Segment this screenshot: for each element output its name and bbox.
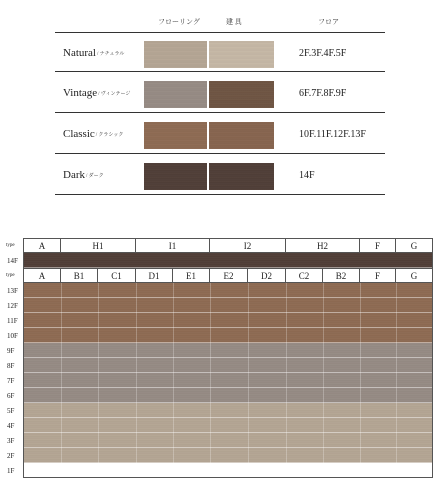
unit-divider xyxy=(396,388,397,403)
floor-finish-band xyxy=(23,343,432,358)
unit-divider xyxy=(360,298,361,313)
unit-divider xyxy=(396,283,397,298)
floor-label: 1F xyxy=(7,466,15,475)
unit-type-cell: D1 xyxy=(136,268,173,283)
floor-list: 14F xyxy=(299,169,315,181)
flooring-swatch xyxy=(144,81,207,108)
unit-divider xyxy=(173,418,174,433)
unit-type-cell: H2 xyxy=(286,238,360,253)
unit-divider xyxy=(61,388,62,403)
unit-divider xyxy=(98,373,99,388)
type-header-row-lower xyxy=(0,268,436,283)
unit-divider xyxy=(396,448,397,463)
floor-label: 13F xyxy=(7,286,18,295)
floor-row xyxy=(0,313,436,328)
floor-label: 9F xyxy=(7,346,15,355)
unit-divider xyxy=(136,403,137,418)
floor-finish-band xyxy=(23,253,432,268)
unit-divider xyxy=(173,343,174,358)
unit-divider xyxy=(173,463,174,478)
unit-divider xyxy=(210,328,211,343)
unit-type-cell: E2 xyxy=(210,268,248,283)
unit-divider xyxy=(61,283,62,298)
unit-divider xyxy=(173,283,174,298)
unit-divider xyxy=(323,343,324,358)
unit-type-cell: C1 xyxy=(98,268,136,283)
unit-divider xyxy=(61,448,62,463)
unit-divider xyxy=(210,448,211,463)
unit-divider xyxy=(136,463,137,478)
unit-divider xyxy=(210,343,211,358)
floor-row xyxy=(0,418,436,433)
unit-divider xyxy=(286,433,287,448)
floor-label: 12F xyxy=(7,301,18,310)
floor-label: 6F xyxy=(7,391,15,400)
unit-divider xyxy=(248,298,249,313)
unit-divider xyxy=(396,358,397,373)
unit-divider xyxy=(286,298,287,313)
unit-divider xyxy=(210,313,211,328)
unit-divider xyxy=(323,418,324,433)
unit-divider xyxy=(286,418,287,433)
unit-divider xyxy=(248,328,249,343)
unit-type-cell: I2 xyxy=(210,238,286,253)
unit-divider xyxy=(286,343,287,358)
unit-divider xyxy=(248,313,249,328)
floor-finish-band xyxy=(23,388,432,403)
unit-divider xyxy=(61,358,62,373)
floor-row xyxy=(0,283,436,298)
unit-divider xyxy=(396,343,397,358)
unit-divider xyxy=(210,463,211,478)
floor-finish-band xyxy=(23,448,432,463)
unit-divider xyxy=(323,373,324,388)
unit-divider xyxy=(173,358,174,373)
unit-divider xyxy=(286,388,287,403)
unit-divider xyxy=(98,418,99,433)
unit-divider xyxy=(323,328,324,343)
unit-divider xyxy=(286,373,287,388)
unit-divider xyxy=(396,433,397,448)
unit-divider xyxy=(98,448,99,463)
unit-divider xyxy=(323,298,324,313)
unit-divider xyxy=(323,403,324,418)
floor-label: 5F xyxy=(7,406,15,415)
unit-divider xyxy=(98,403,99,418)
unit-divider xyxy=(173,448,174,463)
unit-divider xyxy=(360,358,361,373)
unit-divider xyxy=(360,313,361,328)
unit-divider xyxy=(210,418,211,433)
finish-name: Classic / クラシック xyxy=(63,128,124,140)
floor-finish-band xyxy=(23,298,432,313)
flooring-swatch xyxy=(144,122,207,149)
unit-divider xyxy=(396,298,397,313)
unit-divider xyxy=(323,388,324,403)
unit-divider xyxy=(98,298,99,313)
unit-divider xyxy=(323,433,324,448)
floor-finish-band xyxy=(23,328,432,343)
floor-list: 10F.11F.12F.13F xyxy=(299,128,366,140)
unit-divider xyxy=(286,358,287,373)
unit-divider xyxy=(173,433,174,448)
fitting-swatch xyxy=(209,41,274,68)
unit-divider xyxy=(210,403,211,418)
unit-divider xyxy=(136,283,137,298)
floor-finish-band xyxy=(23,373,432,388)
unit-divider xyxy=(323,448,324,463)
unit-divider xyxy=(61,298,62,313)
legend-row-vintage xyxy=(55,73,385,113)
type-label: type xyxy=(6,273,15,278)
floor-row xyxy=(0,343,436,358)
unit-divider xyxy=(173,313,174,328)
unit-divider xyxy=(323,313,324,328)
type-label: type xyxy=(6,243,15,248)
unit-divider xyxy=(98,328,99,343)
floor-label: 14F xyxy=(7,256,18,265)
unit-divider xyxy=(61,418,62,433)
unit-divider xyxy=(360,403,361,418)
unit-divider xyxy=(136,388,137,403)
legend-row-classic xyxy=(55,114,385,154)
floor-finish-band xyxy=(23,463,432,478)
unit-divider xyxy=(61,433,62,448)
unit-divider xyxy=(61,373,62,388)
unit-divider xyxy=(248,448,249,463)
flooring-swatch xyxy=(144,41,207,68)
floor-finish-band xyxy=(23,283,432,298)
unit-type-cell: A xyxy=(23,238,61,253)
unit-divider xyxy=(173,298,174,313)
unit-divider xyxy=(98,388,99,403)
type-header-row-upper xyxy=(0,238,436,253)
unit-type-cell: G xyxy=(396,238,433,253)
legend-row-dark xyxy=(55,155,385,195)
unit-divider xyxy=(173,403,174,418)
unit-divider xyxy=(98,463,99,478)
unit-type-cell: C2 xyxy=(286,268,323,283)
unit-divider xyxy=(286,448,287,463)
unit-divider xyxy=(173,373,174,388)
unit-divider xyxy=(360,433,361,448)
unit-divider xyxy=(248,343,249,358)
unit-divider xyxy=(210,388,211,403)
floor-row xyxy=(0,433,436,448)
unit-divider xyxy=(173,328,174,343)
unit-divider xyxy=(286,283,287,298)
unit-divider xyxy=(396,313,397,328)
floor-finish-band xyxy=(23,313,432,328)
unit-divider xyxy=(136,448,137,463)
unit-divider xyxy=(136,358,137,373)
unit-divider xyxy=(360,388,361,403)
flooring-header: フローリング xyxy=(158,18,200,26)
floors-header: フロア xyxy=(318,18,339,26)
unit-divider xyxy=(248,358,249,373)
unit-divider xyxy=(360,343,361,358)
floor-row xyxy=(0,358,436,373)
unit-divider xyxy=(360,418,361,433)
unit-divider xyxy=(396,328,397,343)
unit-divider xyxy=(323,283,324,298)
unit-divider xyxy=(136,328,137,343)
unit-divider xyxy=(98,358,99,373)
unit-divider xyxy=(248,418,249,433)
unit-divider xyxy=(360,373,361,388)
floor-row xyxy=(0,328,436,343)
floor-list: 6F.7F.8F.9F xyxy=(299,87,347,99)
unit-divider xyxy=(396,403,397,418)
floor-row xyxy=(0,298,436,313)
finish-name: Dark / ダーク xyxy=(63,169,104,181)
unit-divider xyxy=(323,358,324,373)
floor-finish-band xyxy=(23,418,432,433)
unit-divider xyxy=(360,448,361,463)
floor-row xyxy=(0,253,436,268)
floor-label: 3F xyxy=(7,436,15,445)
floor-row xyxy=(0,463,436,478)
unit-divider xyxy=(248,283,249,298)
unit-divider xyxy=(98,433,99,448)
unit-type-cell: F xyxy=(360,238,396,253)
unit-type-cell: F xyxy=(360,268,396,283)
floor-list: 2F.3F.4F.5F xyxy=(299,47,347,59)
unit-divider xyxy=(136,313,137,328)
floor-row xyxy=(0,373,436,388)
unit-divider xyxy=(98,343,99,358)
unit-divider xyxy=(136,418,137,433)
unit-divider xyxy=(136,373,137,388)
unit-divider xyxy=(136,343,137,358)
legend-row-natural xyxy=(55,32,385,72)
unit-type-cell: H1 xyxy=(61,238,136,253)
unit-divider xyxy=(396,418,397,433)
unit-divider xyxy=(286,313,287,328)
unit-divider xyxy=(248,403,249,418)
unit-divider xyxy=(210,373,211,388)
unit-divider xyxy=(286,328,287,343)
unit-divider xyxy=(98,283,99,298)
unit-divider xyxy=(248,433,249,448)
unit-divider xyxy=(248,373,249,388)
unit-divider xyxy=(61,463,62,478)
floor-finish-band xyxy=(23,358,432,373)
unit-divider xyxy=(396,373,397,388)
unit-divider xyxy=(61,343,62,358)
unit-type-cell: D2 xyxy=(248,268,286,283)
finish-name: Vintage / ヴィンテージ xyxy=(63,87,131,99)
floor-row xyxy=(0,388,436,403)
floor-label: 8F xyxy=(7,361,15,370)
unit-divider xyxy=(248,463,249,478)
unit-divider xyxy=(61,328,62,343)
unit-divider xyxy=(360,463,361,478)
floor-label: 11F xyxy=(7,316,18,325)
unit-divider xyxy=(360,283,361,298)
unit-divider xyxy=(396,463,397,478)
flooring-swatch xyxy=(144,163,207,190)
unit-divider xyxy=(210,433,211,448)
unit-divider xyxy=(360,328,361,343)
floor-finish-band xyxy=(23,433,432,448)
unit-divider xyxy=(286,403,287,418)
finish-name: Natural / ナチュラル xyxy=(63,47,125,59)
unit-type-cell: B1 xyxy=(61,268,98,283)
unit-divider xyxy=(61,403,62,418)
floor-label: 2F xyxy=(7,451,15,460)
floor-row xyxy=(0,403,436,418)
floor-row xyxy=(0,448,436,463)
fitting-swatch xyxy=(209,81,274,108)
unit-type-cell: B2 xyxy=(323,268,360,283)
unit-divider xyxy=(248,388,249,403)
unit-divider xyxy=(323,463,324,478)
unit-type-cell: A xyxy=(23,268,61,283)
unit-divider xyxy=(173,388,174,403)
unit-divider xyxy=(136,433,137,448)
fittings-header: 建 具 xyxy=(226,18,242,26)
unit-divider xyxy=(136,298,137,313)
unit-type-cell: E1 xyxy=(173,268,210,283)
floor-label: 10F xyxy=(7,331,18,340)
unit-divider xyxy=(210,358,211,373)
unit-divider xyxy=(61,313,62,328)
floor-finish-band xyxy=(23,403,432,418)
unit-divider xyxy=(286,463,287,478)
fitting-swatch xyxy=(209,122,274,149)
finish-legend xyxy=(0,0,436,200)
unit-divider xyxy=(98,313,99,328)
floor-label: 4F xyxy=(7,421,15,430)
unit-type-cell: G xyxy=(396,268,433,283)
unit-type-cell: I1 xyxy=(136,238,210,253)
unit-divider xyxy=(210,298,211,313)
unit-divider xyxy=(210,283,211,298)
floor-label: 7F xyxy=(7,376,15,385)
fitting-swatch xyxy=(209,163,274,190)
